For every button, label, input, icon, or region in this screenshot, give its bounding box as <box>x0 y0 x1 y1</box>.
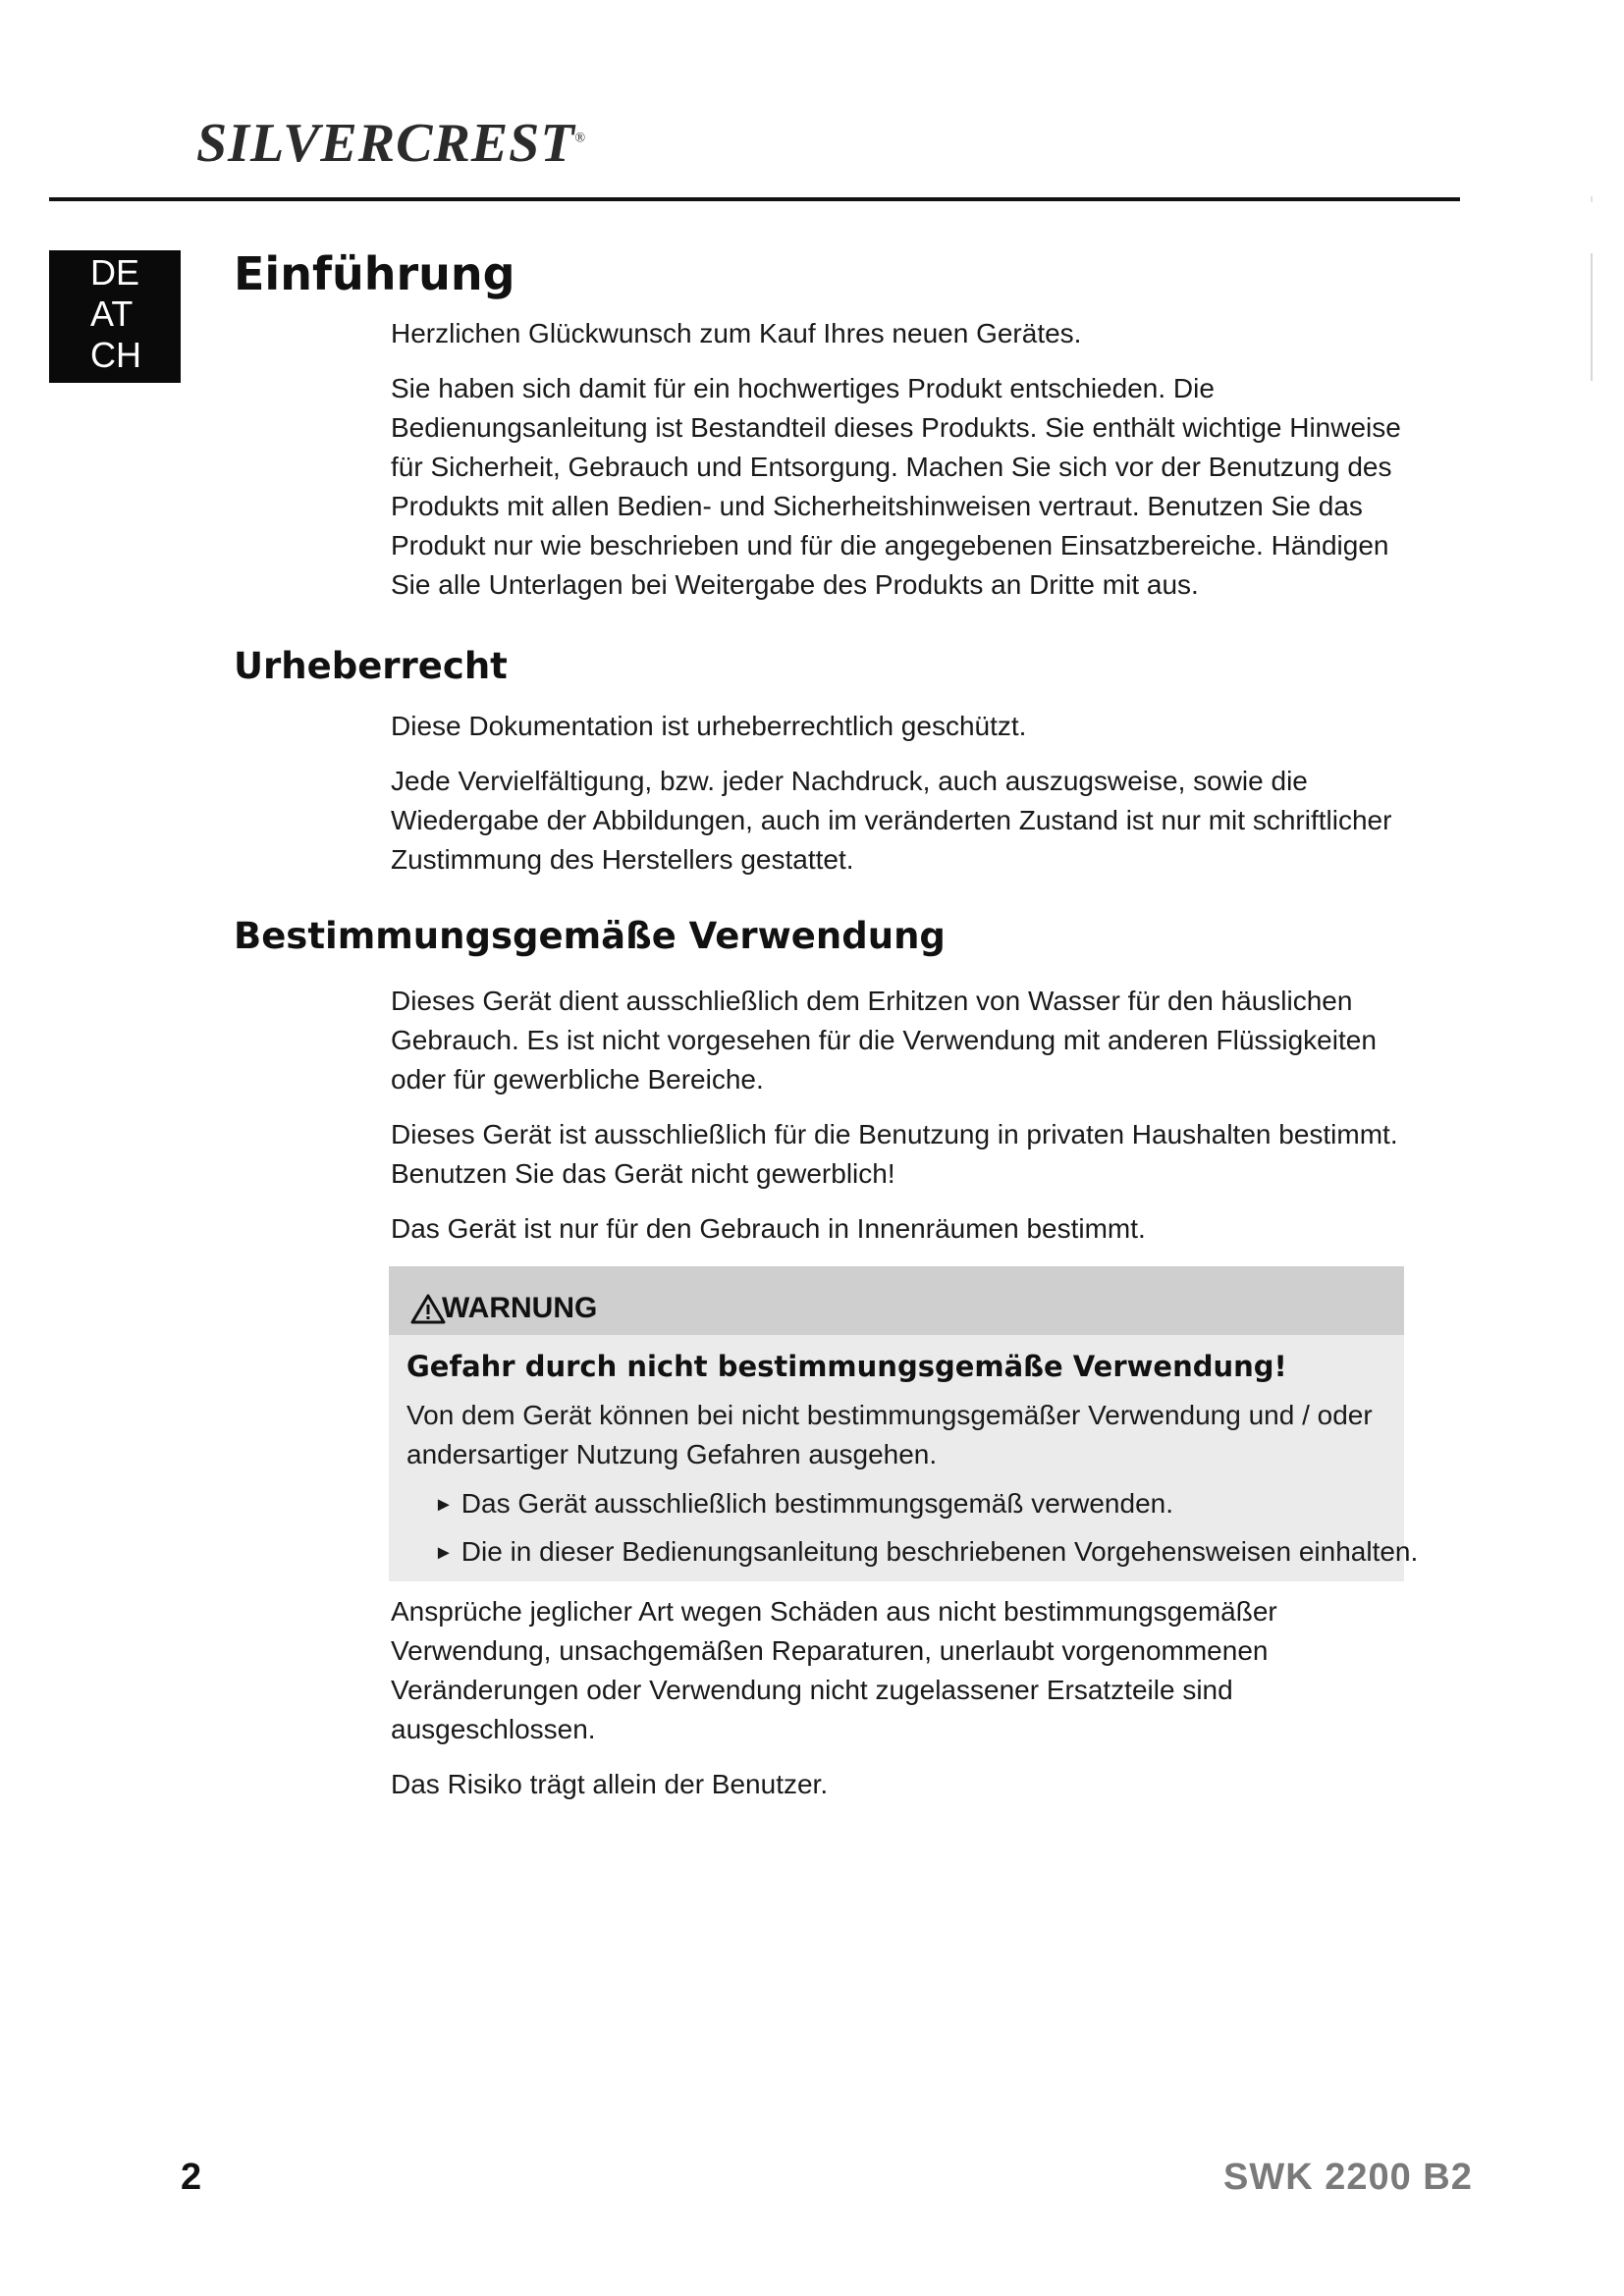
copyright-body <box>391 707 1424 895</box>
warning-steps <box>406 1484 1419 1573</box>
model-number: SWK 2200 B2 <box>1223 2157 1473 2198</box>
intended-use-body <box>391 982 1424 1264</box>
section-title-intended-use: Bestimmungsgemäße Verwendung <box>234 915 946 957</box>
page-number: 2 <box>181 2157 202 2198</box>
paragraph: Herzlichen Glückwunsch zum Kauf Ihres neuen Gerätes. <box>391 318 1082 348</box>
step-text: Das Gerät ausschließlich bestimmungsgemäß verwenden. <box>460 1488 1173 1519</box>
paragraph: Sie haben sich damit für ein hochwertiges Produkt entschieden. Die Bedienungsanleitung ist Bestandteil dieses Produkts. Sie enthält wichtige Hinweise für Sicherheit, Gebrauch und Entsorgung. Machen Sie sich vor der Benutzung des Produkts mit allen Bedien- und Sicherheitshinweisen vertraut. Benutzen Sie das Produkt nur wie beschrieben und für die angegebenen Einsatzbereiche. Händigen Sie alle Unterlagen bei Weitergabe des Produkts an Dritte mit aus. <box>391 373 1401 600</box>
list-item <box>434 1484 1386 1524</box>
intro-body <box>391 314 1424 620</box>
registered-mark: ® <box>574 131 587 146</box>
edge-mark <box>1591 196 1593 202</box>
warning-triangle-icon <box>410 1293 446 1324</box>
language-code: CH <box>90 335 141 375</box>
paragraph: Ansprüche jeglicher Art wegen Schäden aus nicht bestimmungsgemäßer Verwendung, unsachgemäßen Reparaturen, unerlaubt vorgenommenen Veränderungen oder Verwendung nicht zugelassener Ersatzteile sind ausgeschlossen. <box>391 1596 1277 1744</box>
section-title-copyright: Urheberrecht <box>234 645 508 687</box>
paragraph: Dieses Gerät ist ausschließlich für die Benutzung in privaten Haushalten bestimmt. Benutzen Sie das Gerät nicht gewerblich! <box>391 1119 1398 1189</box>
brand-logo-text: SILVERCREST <box>196 113 575 174</box>
step-text: Die in dieser Bedienungsanleitung beschriebenen Vorgehensweisen einhalten. <box>460 1536 1419 1567</box>
warning-title: Gefahr durch nicht bestimmungsgemäße Verwendung! <box>406 1350 1287 1383</box>
liability-body <box>391 1592 1424 1820</box>
arrow-icon: ► <box>434 1542 454 1564</box>
paragraph: Das Gerät ist nur für den Gebrauch in Innenräumen bestimmt. <box>391 1213 1146 1244</box>
edge-mark <box>1591 253 1593 381</box>
brand-logo <box>196 113 587 174</box>
header-divider <box>49 197 1460 201</box>
arrow-icon: ► <box>434 1494 454 1516</box>
paragraph: Diese Dokumentation ist urheberrechtlich geschützt. <box>391 711 1027 741</box>
warning-box <box>389 1266 1419 1581</box>
warning-label: WARNUNG <box>442 1292 598 1324</box>
section-title-intro: Einführung <box>234 247 515 300</box>
warning-text: Von dem Gerät können bei nicht bestimmungsgemäßer Verwendung und / oder andersartiger Nutzung Gefahren ausgehen. <box>406 1400 1373 1469</box>
language-tab <box>49 250 181 383</box>
paragraph: Dieses Gerät dient ausschließlich dem Erhitzen von Wasser für den häuslichen Gebrauch. Es ist nicht vorgesehen für die Verwendung mit anderen Flüssigkeiten oder für gewerbliche Bereiche. <box>391 986 1377 1095</box>
paragraph: Das Risiko trägt allein der Benutzer. <box>391 1769 829 1799</box>
language-code: DE <box>90 252 140 293</box>
paragraph: Jede Vervielfältigung, bzw. jeder Nachdruck, auch auszugsweise, sowie die Wiedergabe der Abbildungen, auch im veränderten Zustand ist nur mit schriftlicher Zustimmung des Herstellers gestattet. <box>391 766 1392 875</box>
list-item <box>434 1532 1419 1573</box>
warning-header <box>389 1266 1404 1335</box>
language-code: AT <box>90 294 134 334</box>
